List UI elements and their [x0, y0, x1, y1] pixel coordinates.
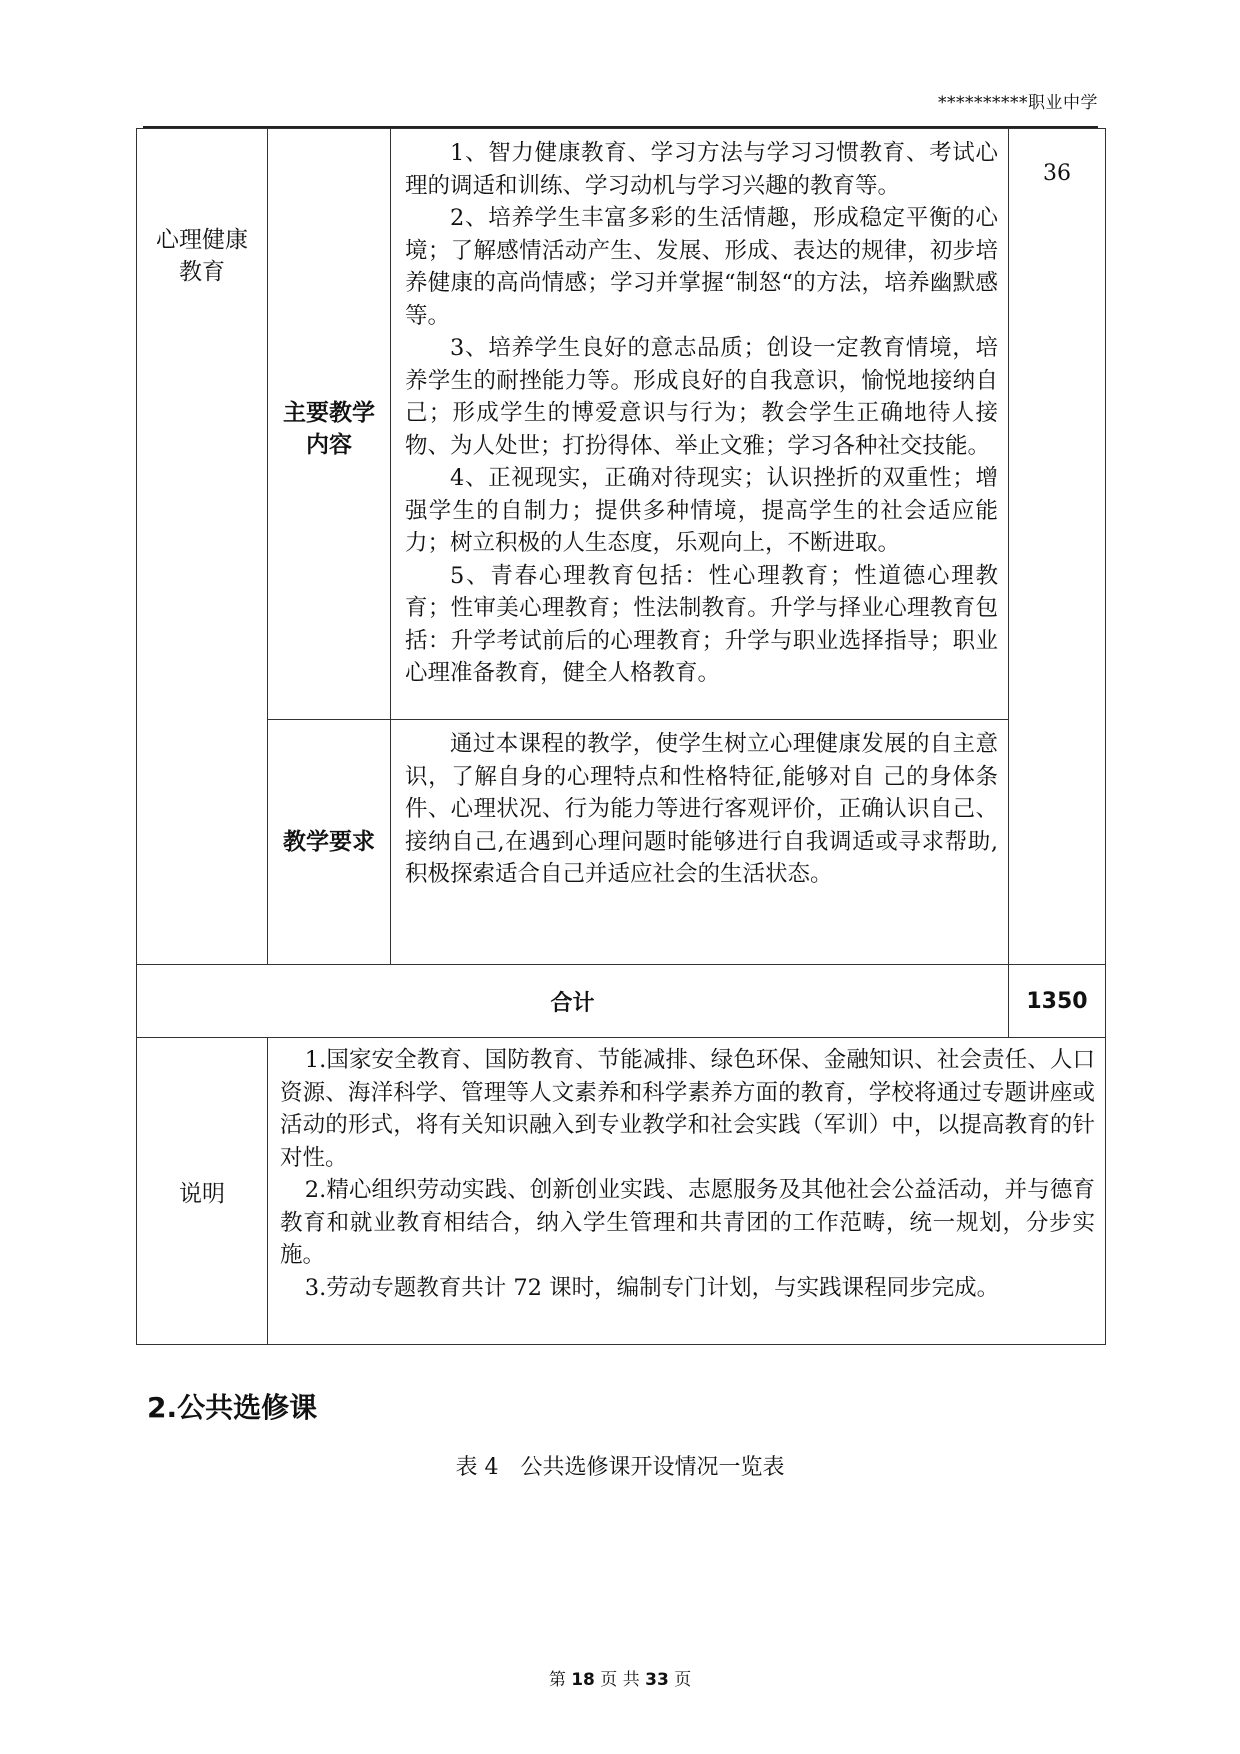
page-footer [0, 1665, 1240, 1690]
content-paragraph-3: 3、培养学生良好的意志品质；创设一定教育情境，培养学生的耐挫能力等。形成良好的自我意识，愉悦地接纳自己；形成学生的博爱意识与行为；教会学生正确地待人接物、为人处世；打扮得体、举止文雅；学习各种社交技能。 [405, 335, 998, 459]
content-paragraph-5: 5、青春心理教育包括：性心理教育；性道德心理教育；性审美心理教育；性法制教育。升学与择业心理教育包括：升学考试前后的心理教育；升学与职业选择指导；职业心理准备教育，健全人格教育。 [405, 562, 998, 686]
footer-prefix: 第 [548, 1670, 566, 1690]
content-paragraph-4: 4、正视现实，正确对待现实；认识挫折的双重性；增强学生的自制力；提供多种情境，提高学生的社会适应能力；树立积极的人生态度，乐观向上，不断进取。 [405, 465, 998, 556]
footer-suffix: 页 [674, 1670, 692, 1690]
footer-middle: 页 共 [600, 1670, 640, 1690]
total-row [137, 965, 1106, 1038]
course-name-cell [137, 129, 268, 965]
notes-text-cell [268, 1038, 1106, 1345]
course-name-line-1: 心理健康 [156, 227, 248, 253]
course-hours-cell: 36 [1009, 129, 1106, 965]
content-label-line-1: 主要教学 [283, 400, 375, 426]
notes-label-cell: 说明 [137, 1038, 268, 1345]
requirement-label-cell: 教学要求 [268, 720, 391, 965]
total-value-cell: 1350 [1009, 965, 1106, 1038]
footer-total-pages: 33 [645, 1670, 669, 1690]
content-paragraph-2: 2、培养学生丰富多彩的生活情趣，形成稳定平衡的心境；了解感情活动产生、发展、形成、表达的规律，初步培养健康的高尚情感；学习并掌握“制怒“的方法，培养幽默感等。 [405, 205, 998, 329]
course-name-line-2: 教育 [179, 259, 225, 285]
notes-row [137, 1038, 1106, 1345]
requirement-text-cell [391, 720, 1009, 965]
curriculum-table [136, 128, 1106, 1345]
note-item-2: 2.精心组织劳动实践、创新创业实践、志愿服务及其他社会公益活动，并与德育教育和就业教育相结合，纳入学生管理和共青团的工作范畴，统一规划，分步实施。 [280, 1177, 1095, 1268]
table-caption: 表 4 公共选修课开设情况一览表 [455, 1455, 785, 1480]
content-row [137, 129, 1106, 720]
header-school-name: **********职业中学 [938, 93, 1098, 113]
section-heading: 2.公共选修课 [147, 1391, 318, 1424]
note-item-3: 3.劳动专题教育共计 72 课时，编制专门计划，与实践课程同步完成。 [304, 1274, 1000, 1301]
requirement-paragraph: 通过本课程的教学，使学生树立心理健康发展的自主意识，了解自身的心理特点和性格特征,能够对自 己的身体条件、心理状况、行为能力等进行客观评价，正确认识自己、接纳自己,在遇到心理问题时能够进行自我调适或寻求帮助,积极探索适合自己并适应社会的生活状态。 [405, 731, 998, 887]
content-label-cell [268, 129, 391, 720]
total-label-cell: 合计 [137, 965, 1009, 1038]
content-label-line-2: 内容 [306, 432, 352, 458]
requirement-row [137, 720, 1106, 965]
note-item-1: 1.国家安全教育、国防教育、节能减排、绿色环保、金融知识、社会责任、人口资源、海洋科学、管理等人文素养和科学素养方面的教育，学校将通过专题讲座或活动的形式，将有关知识融入到专业教学和社会实践（军训）中，以提高教育的针对性。 [280, 1047, 1095, 1171]
content-text-cell [391, 129, 1009, 720]
footer-current-page: 18 [571, 1670, 595, 1690]
content-paragraph-1: 1、智力健康教育、学习方法与学习习惯教育、考试心理的调适和训练、学习动机与学习兴趣的教育等。 [405, 140, 998, 199]
